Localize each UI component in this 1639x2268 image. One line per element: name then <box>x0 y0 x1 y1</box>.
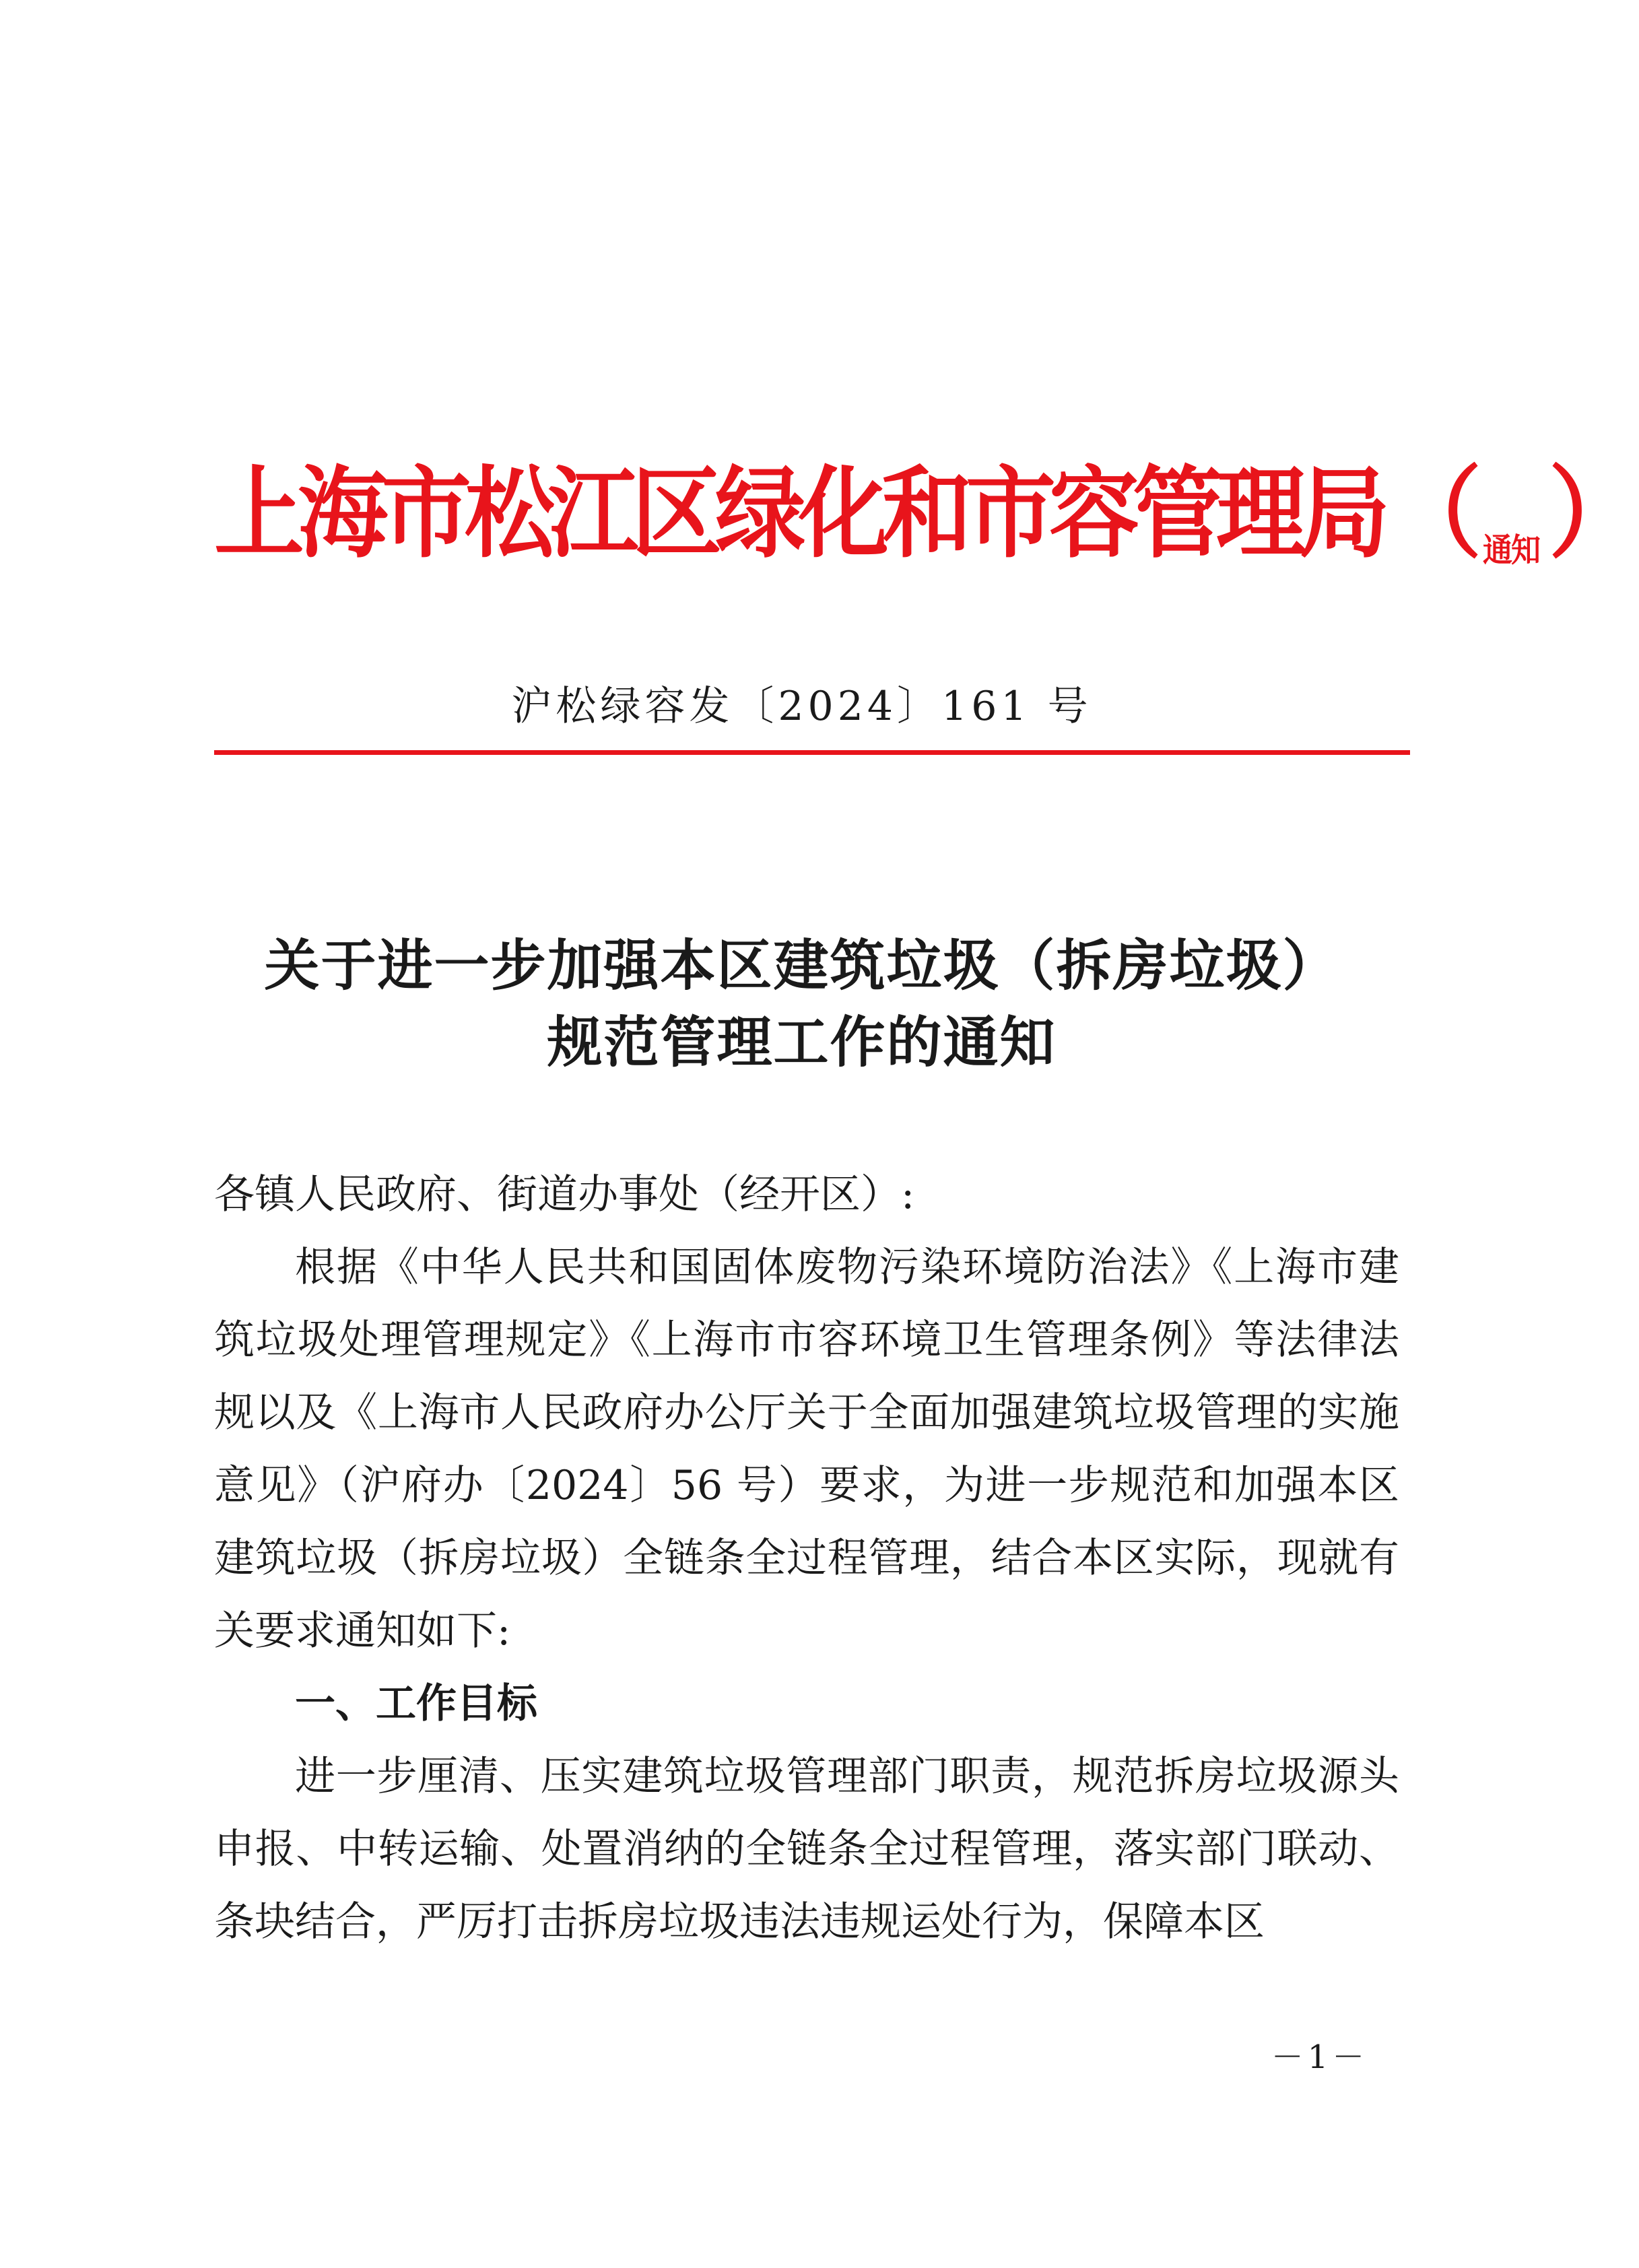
document-title-line-1: 关于进一步加强本区建筑垃圾（拆房垃圾） <box>264 934 1339 998</box>
letterhead-open-paren: （ <box>1391 456 1482 572</box>
document-title <box>0 928 1603 1081</box>
intro-paragraph: 根据《中华人民共和国固体废物污染环境防治法》《上海市建筑垃圾处理管理规定》《上海市市容环境卫生管理条例》等法律法规以及《上海市人民政府办公厅关于全面加强建筑垃圾管理的实施意见》（沪府办〔2024〕56 号）要求，为进一步规范和加强本区建筑垃圾（拆房垃圾）全链条全过程管理，结合本区实际，现就有关要求通知如下: <box>214 1244 1399 1655</box>
document-body <box>214 1158 1399 1958</box>
section-1-heading: 一、工作目标 <box>295 1680 537 1727</box>
letterhead-close-paren: ） <box>1549 456 1639 572</box>
document-number: 沪松绿容发〔2024〕161 号 <box>511 683 1092 730</box>
letterhead-title <box>214 444 1639 585</box>
document-title-line-2: 规范管理工作的通知 <box>547 1011 1057 1075</box>
letterhead-org-name: 上海市松江区绿化和市容管理局 <box>214 456 1384 572</box>
letterhead-doc-type: 通知 <box>1483 531 1540 570</box>
red-divider-line <box>214 750 1410 755</box>
section-1-paragraph: 进一步厘清、压实建筑垃圾管理部门职责，规范拆房垃圾源头申报、中转运输、处置消纳的全链条全过程管理，落实部门联动、条块结合，严厉打击拆房垃圾违法违规运处行为，保障本区 <box>214 1753 1399 1945</box>
page-number: －1－ <box>1271 2038 1369 2076</box>
salutation: 各镇人民政府、街道办事处（经开区）: <box>214 1171 915 1218</box>
